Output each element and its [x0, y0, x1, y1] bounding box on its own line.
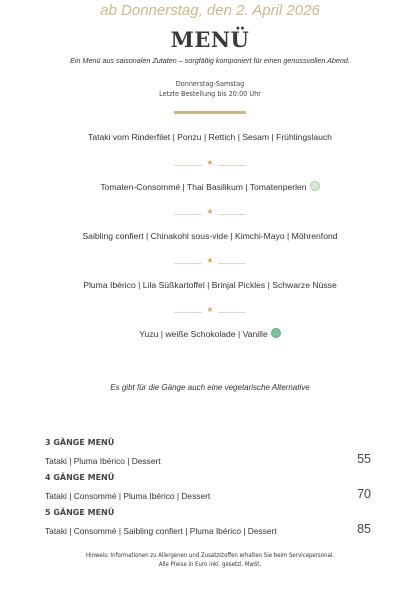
course-5 — [0, 329, 420, 340]
package-price: 85 — [357, 522, 371, 536]
package-title: 5 GÄNGE MENÜ — [45, 508, 115, 517]
price-note: Alle Preise in Euro inkl. gesetzl. MwSt. — [158, 561, 262, 568]
star-icon: ★ — [206, 305, 214, 314]
package-title: 4 GÄNGE MENÜ — [45, 473, 115, 482]
course-4-text: Pluma Ibérico | Lila Süßkartoffel | Brinjal Pickles | Schwarze Nüsse — [83, 280, 337, 290]
package-courses: Tataki | Consommé | Pluma Ibérico | Dessert — [45, 491, 211, 501]
package-title: 3 GÄNGE MENÜ — [45, 438, 115, 447]
course-1-text: Tataki vom Rinderfilet | Ponzu | Rettich | Sesam | Frühlingslauch — [88, 132, 332, 142]
service-days-label: Donnerstag-Samstag — [175, 79, 245, 88]
course-separator — [174, 207, 246, 219]
vegan-leaf-icon — [310, 181, 320, 191]
menu-subtitle: Ein Menü aus saisonalen Zutaten – sorgfältig komponiert für einen genussvollen Abend. — [70, 56, 350, 65]
course-2-text: Tomaten-Consommé | Thai Basilikum | Tomatenperlen — [100, 182, 307, 192]
vegan-leaf-icon — [271, 328, 281, 338]
allergen-note: Hinweis: Informationen zu Allergenen und Zusatzstoffen erhalten Sie beim Servicepersonal. — [86, 552, 334, 559]
package-price: 55 — [357, 452, 371, 466]
star-icon: ★ — [206, 207, 214, 216]
course-separator — [174, 305, 246, 317]
course-3 — [0, 231, 420, 241]
course-separator — [174, 158, 246, 170]
course-4 — [0, 280, 420, 290]
package-price: 70 — [357, 487, 371, 501]
course-1 — [0, 132, 420, 142]
star-icon: ★ — [206, 256, 214, 265]
star-icon: ★ — [206, 158, 214, 167]
date-line: ab Donnerstag, den 2. April 2026 — [100, 2, 320, 19]
course-5-text: Yuzu | weiße Schokolade | Vanille — [139, 329, 268, 339]
course-2 — [0, 182, 420, 193]
footer-note — [0, 551, 420, 569]
course-3-text: Saibling confiert | Chinakohl sous-vide | Kimchi-Mayo | Möhrenfond — [82, 231, 338, 241]
course-separator — [174, 256, 246, 268]
vegetarian-note: Es gibt für die Gänge auch eine vegetarische Alternative — [110, 383, 310, 392]
last-order-label: Letzte Bestellung bis 20:00 Uhr — [159, 89, 261, 98]
page-title: MENÜ — [170, 27, 250, 52]
package-courses: Tataki | Pluma Ibérico | Dessert — [45, 456, 161, 466]
gold-divider — [174, 111, 246, 114]
package-courses: Tataki | Consommé | Saibling confiert | Pluma Ibérico | Dessert — [45, 526, 277, 536]
service-days — [0, 79, 420, 99]
